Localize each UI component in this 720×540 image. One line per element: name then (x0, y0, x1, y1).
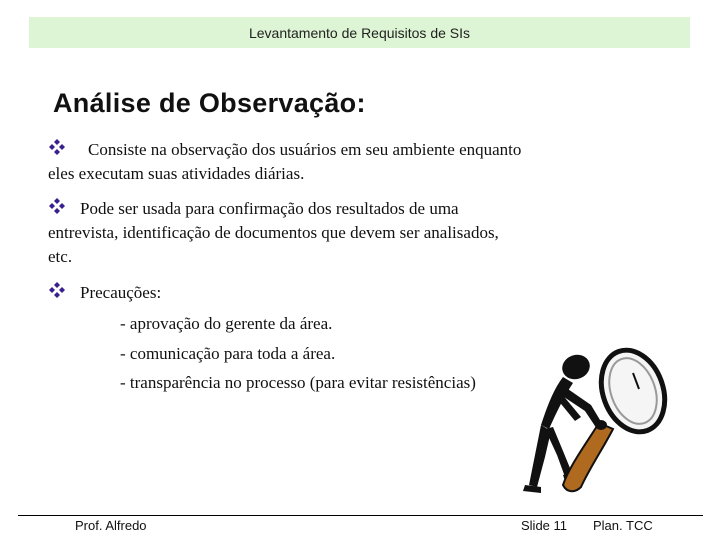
bullet-item-3 (48, 281, 608, 305)
diamond-bullet-icon (48, 281, 74, 299)
precaution-item-2: - comunicação para toda a área. (120, 344, 336, 363)
magnifier-person-clipart (505, 345, 675, 515)
header-bar (29, 17, 690, 48)
bullet-1-line-1: Consiste na observação dos usuários em seu ambiente enquanto (88, 140, 522, 159)
precaution-item-3: - transparência no processo (para evitar resistências) (120, 373, 476, 392)
bullet-1-line-2: eles executam suas atividades diárias. (48, 164, 305, 183)
bullet-item-2 (48, 197, 608, 269)
footer-course: Plan. TCC (593, 518, 653, 533)
footer-slide-number: Slide 11 (521, 518, 568, 533)
bullet-item-1 (48, 138, 608, 186)
diamond-bullet-icon (48, 138, 74, 156)
bullet-3-line-1: Precauções: (80, 283, 162, 302)
diamond-bullet-icon (48, 197, 74, 215)
bullet-2-line-3: etc. (48, 247, 73, 266)
bullet-2-line-1: Pode ser usada para confirmação dos resultados de uma (80, 199, 459, 218)
precaution-item-1: - aprovação do gerente da área. (120, 314, 333, 333)
slide-title: Análise de Observação: (53, 88, 366, 118)
bullet-2-line-2: entrevista, identificação de documentos que devem ser analisados, (48, 223, 499, 242)
footer-divider (18, 515, 703, 516)
header-title: Levantamento de Requisitos de SIs (248, 25, 471, 41)
footer-author: Prof. Alfredo (75, 518, 147, 533)
